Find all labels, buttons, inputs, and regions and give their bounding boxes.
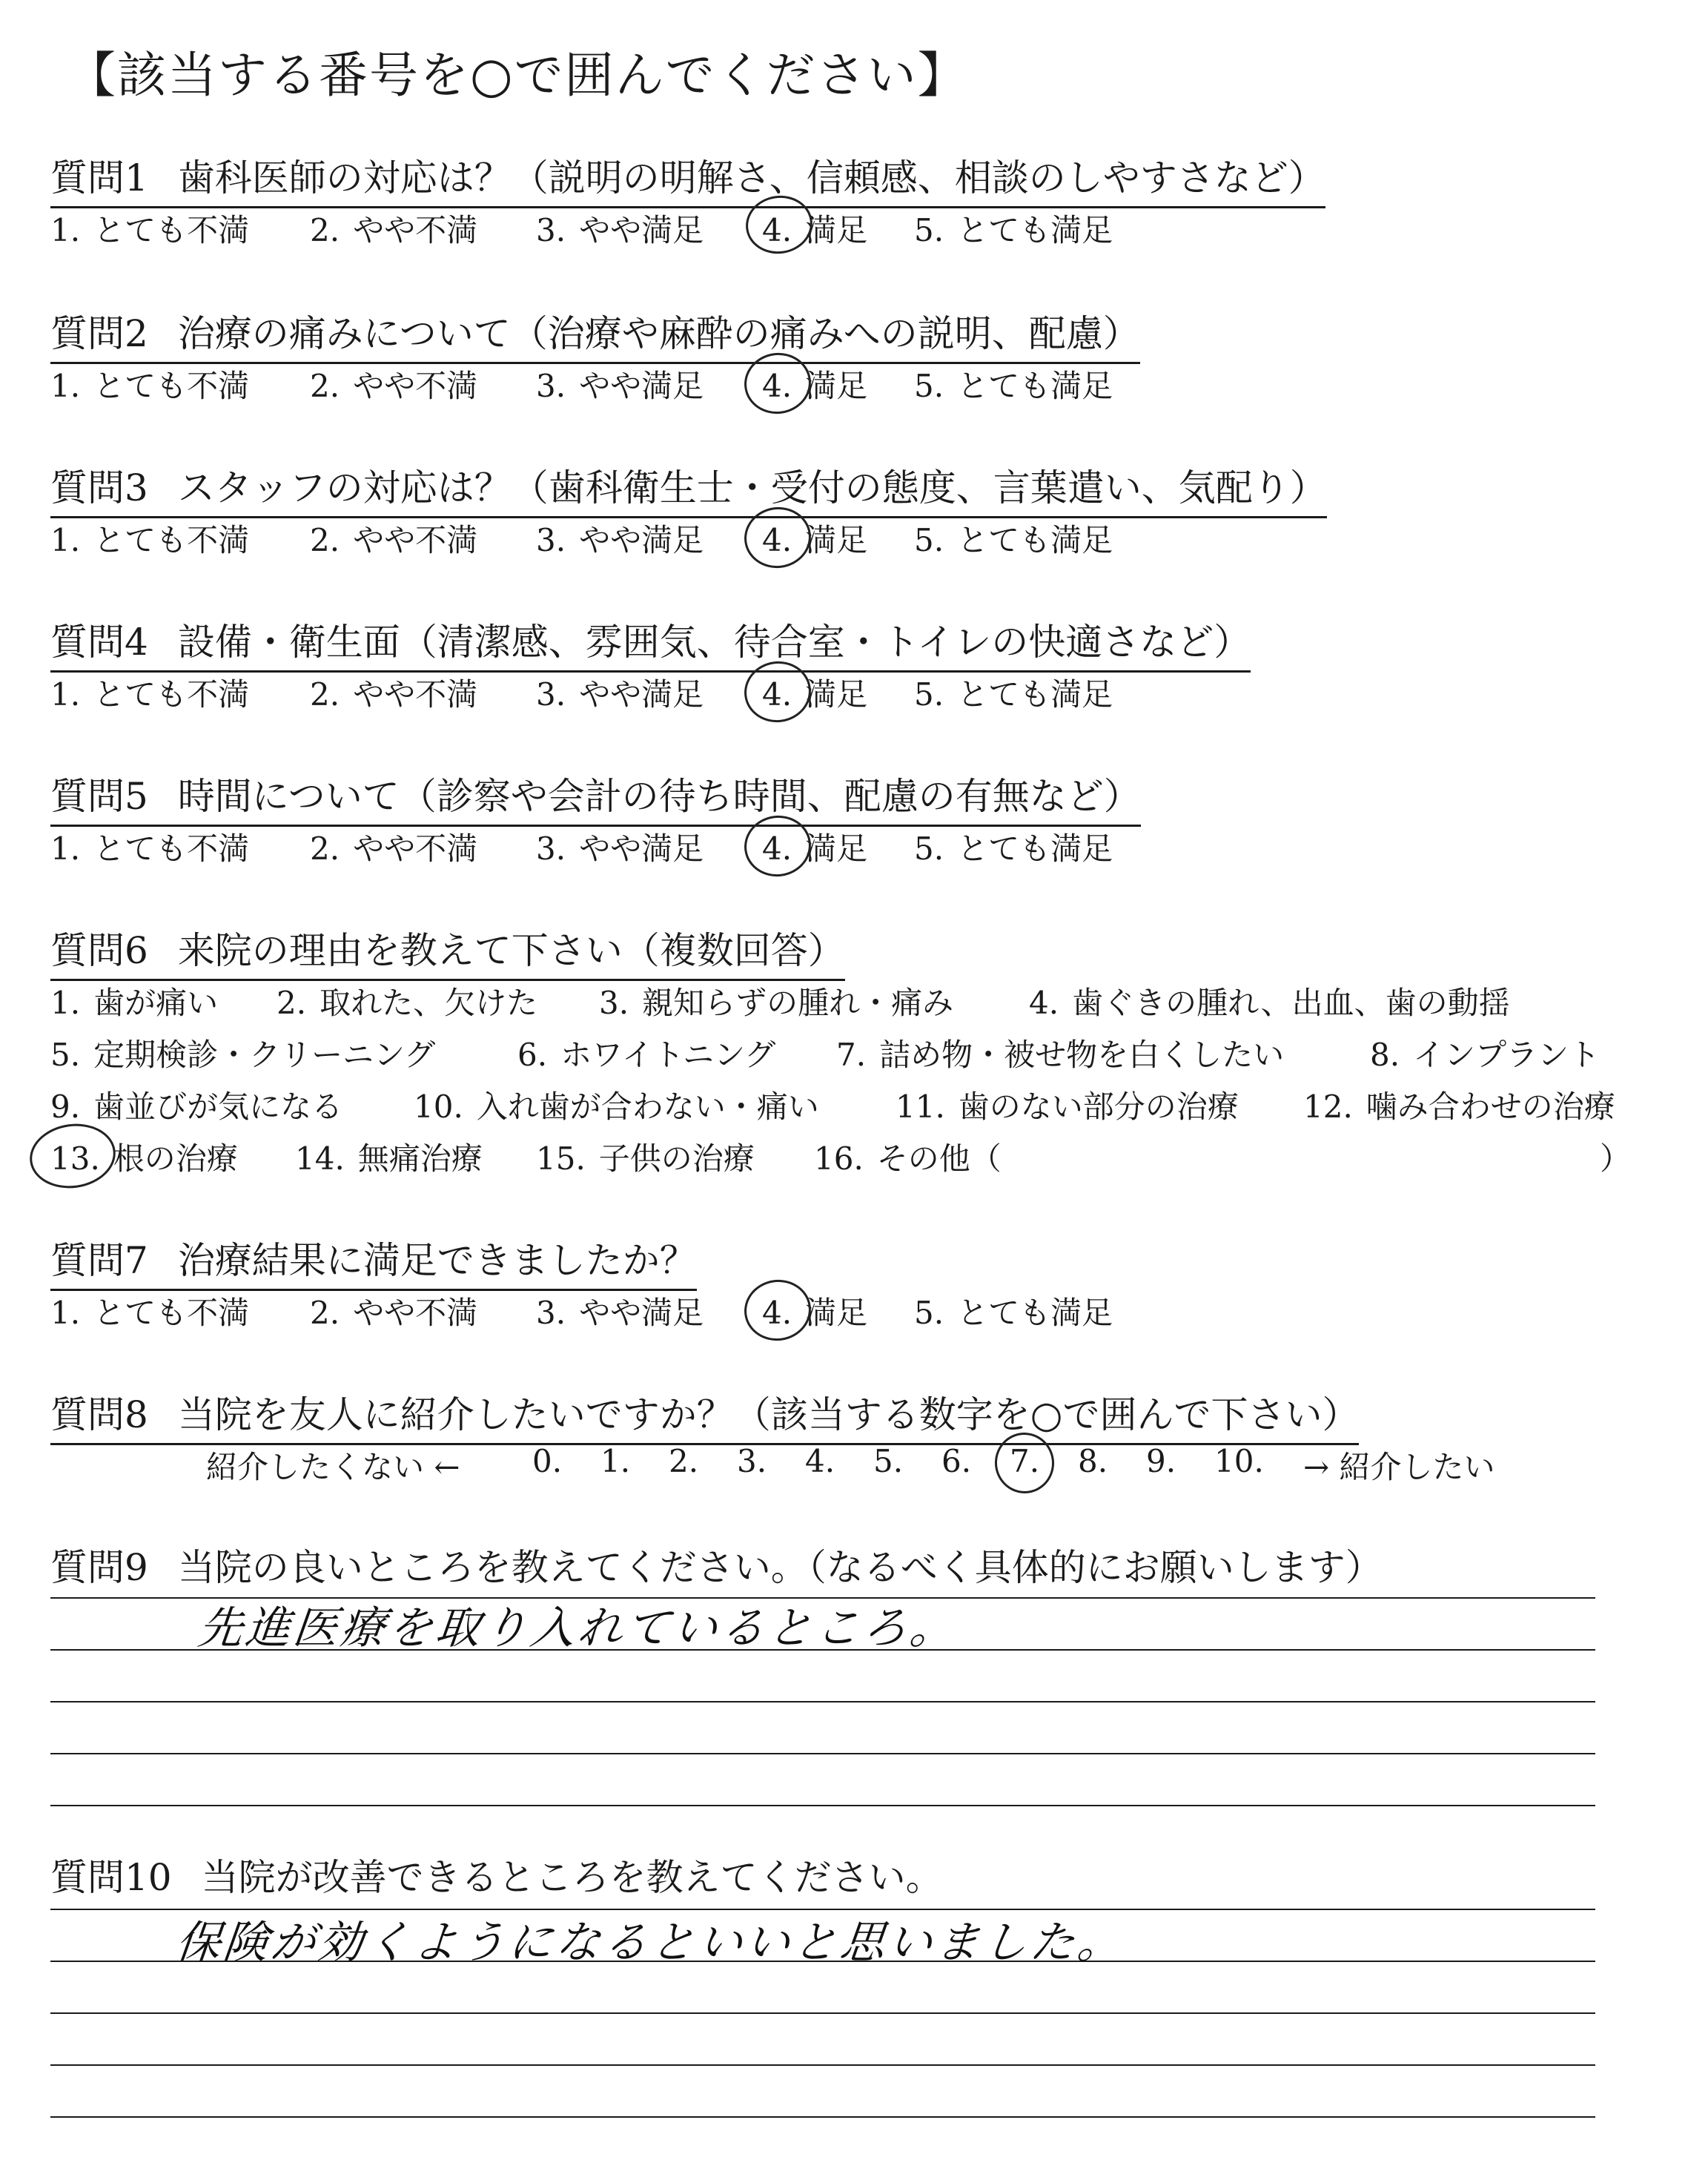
question-9-handwritten-answer: 先進医療を取り入れているところ。 — [195, 1602, 961, 1654]
q1-option-3[interactable]: 3. やや満足 — [536, 212, 704, 248]
q8-value-9[interactable]: 9. — [1146, 1443, 1176, 1479]
question-3-text: スタッフの対応は？（歯科衛生士・受付の態度、言葉遣い、気配り） — [177, 466, 1327, 509]
q7-option-4[interactable]: 4. 満足 — [762, 1295, 868, 1331]
q2-option-3[interactable]: 3. やや満足 — [536, 368, 704, 404]
q8-value-1[interactable]: 1. — [600, 1443, 631, 1479]
q7-option-3[interactable]: 3. やや満足 — [536, 1295, 704, 1331]
q8-value-5[interactable]: 5. — [873, 1443, 904, 1479]
question-1-title — [50, 148, 1325, 208]
question-6-title — [50, 921, 845, 981]
q6-option-13[interactable]: 13. 根の治療 — [50, 1140, 238, 1177]
question-2-text: 治療の痛みについて（治療や麻酔の痛みへの説明、配慮） — [177, 312, 1140, 355]
q2-option-2[interactable]: 2. やや不満 — [310, 368, 478, 404]
question-7-text: 治療結果に満足できましたか？ — [177, 1239, 697, 1282]
question-5-number: 質問5 — [50, 775, 148, 818]
question-5-text: 時間について（診察や会計の待ち時間、配慮の有無など） — [177, 775, 1141, 818]
question-10-number: 質問10 — [50, 1856, 172, 1899]
question-8-scale — [206, 1443, 1615, 1487]
q6-option-5[interactable]: 5. 定期検診・クリーニング — [50, 1037, 436, 1073]
question-3-title — [50, 458, 1327, 518]
q5-option-4[interactable]: 4. 満足 — [762, 830, 868, 867]
question-8-title — [50, 1385, 1359, 1445]
question-6-number: 質問6 — [50, 929, 148, 972]
question-8-text: 当院を友人に紹介したいですか？（該当する数字を○で囲んで下さい） — [177, 1393, 1360, 1436]
question-7-title — [50, 1231, 697, 1291]
question-1-text: 歯科医師の対応は？（説明の明解さ、信頼感、相談のしやすさなど） — [177, 156, 1325, 199]
q2-option-1[interactable]: 1. とても不満 — [50, 368, 250, 404]
q5-option-5[interactable]: 5. とても満足 — [914, 830, 1113, 867]
question-4-number: 質問4 — [50, 621, 148, 664]
q1-option-1[interactable]: 1. とても不満 — [50, 212, 250, 248]
question-10-title — [50, 1848, 943, 1906]
q6-selected-circle — [26, 1118, 120, 1193]
question-10-text: 当院が改善できるところを教えてください。 — [201, 1856, 943, 1899]
q7-option-5[interactable]: 5. とても満足 — [914, 1295, 1113, 1331]
q1-option-5[interactable]: 5. とても満足 — [914, 212, 1113, 248]
q6-option-9[interactable]: 9. 歯並びが気になる — [50, 1089, 343, 1125]
q6-option-3[interactable]: 3. 親知らずの腫れ・痛み — [599, 985, 954, 1021]
q8-value-10[interactable]: 10. — [1214, 1443, 1264, 1479]
answer-line — [50, 1753, 1595, 1754]
q6-option-14[interactable]: 14. 無痛治療 — [295, 1140, 483, 1177]
q6-other-close-paren: ） — [1600, 1140, 1632, 1177]
q8-value-6[interactable]: 6. — [941, 1443, 972, 1479]
q2-option-4[interactable]: 4. 満足 — [762, 368, 868, 404]
q3-option-5[interactable]: 5. とても満足 — [914, 522, 1113, 558]
q1-option-4[interactable]: 4. 満足 — [762, 212, 868, 248]
q4-option-1[interactable]: 1. とても不満 — [50, 676, 250, 713]
q8-value-7[interactable]: 7. — [1010, 1443, 1040, 1479]
question-2-number: 質問2 — [50, 312, 148, 355]
question-6-options-row-1 — [50, 979, 1652, 1023]
q8-right-label: → 紹介したい — [1303, 1449, 1495, 1485]
question-9-title — [50, 1538, 1383, 1596]
q8-value-3[interactable]: 3. — [737, 1443, 767, 1479]
q3-option-3[interactable]: 3. やや満足 — [536, 522, 704, 558]
question-6-options-row-2 — [50, 1031, 1652, 1075]
q6-option-10[interactable]: 10. 入れ歯が合わない・痛い — [414, 1089, 819, 1125]
q5-option-3[interactable]: 3. やや満足 — [536, 830, 704, 867]
q7-selected-circle — [741, 1275, 815, 1345]
question-5-title — [50, 767, 1141, 827]
q6-option-4[interactable]: 4. 歯ぐきの腫れ、出血、歯の動揺 — [1029, 985, 1510, 1021]
q3-option-2[interactable]: 2. やや不満 — [310, 522, 478, 558]
q5-option-1[interactable]: 1. とても不満 — [50, 830, 250, 867]
q4-option-2[interactable]: 2. やや不満 — [310, 676, 478, 713]
q6-option-1[interactable]: 1. 歯が痛い — [50, 985, 219, 1021]
survey-heading: 【該当する番号を○で囲んでください】 — [67, 47, 968, 104]
q6-option-11[interactable]: 11. 歯のない部分の治療 — [896, 1089, 1239, 1125]
question-1-options — [50, 206, 1592, 251]
question-2-options — [50, 362, 1592, 406]
answer-line — [50, 2064, 1595, 2066]
question-3-number: 質問3 — [50, 466, 148, 509]
question-6-options-row-4 — [50, 1135, 1652, 1179]
q6-option-7[interactable]: 7. 詰め物・被せ物を白くしたい — [836, 1037, 1285, 1073]
q6-option-16[interactable]: 16. その他（ — [814, 1140, 1002, 1177]
question-9-number: 質問9 — [50, 1546, 148, 1589]
q8-value-2[interactable]: 2. — [669, 1443, 699, 1479]
question-9-answer-area[interactable] — [50, 1594, 1595, 1817]
question-2-title — [50, 304, 1140, 364]
q7-option-1[interactable]: 1. とても不満 — [50, 1295, 250, 1331]
q3-option-4[interactable]: 4. 満足 — [762, 522, 868, 558]
q6-option-2[interactable]: 2. 取れた、欠けた — [277, 985, 538, 1021]
question-7-number: 質問7 — [50, 1239, 148, 1282]
q7-option-2[interactable]: 2. やや不満 — [310, 1295, 478, 1331]
question-6-options-row-3 — [50, 1083, 1652, 1127]
question-10-answer-area[interactable] — [50, 1906, 1595, 2128]
question-5-options — [50, 825, 1592, 869]
q6-option-15[interactable]: 15. 子供の治療 — [536, 1140, 755, 1177]
question-6-text: 来院の理由を教えて下さい（複数回答） — [177, 929, 845, 972]
question-4-title — [50, 612, 1251, 673]
q3-option-1[interactable]: 1. とても不満 — [50, 522, 250, 558]
q4-option-4[interactable]: 4. 満足 — [762, 676, 868, 713]
q8-left-label: 紹介したくない ← — [206, 1449, 460, 1485]
question-7-options — [50, 1289, 1592, 1333]
q4-option-5[interactable]: 5. とても満足 — [914, 676, 1113, 713]
q6-option-12[interactable]: 12. 噛み合わせの治療 — [1303, 1089, 1615, 1125]
q6-option-6[interactable]: 6. ホワイトニング — [517, 1037, 776, 1073]
q4-option-3[interactable]: 3. やや満足 — [536, 676, 704, 713]
question-4-options — [50, 670, 1592, 715]
answer-line — [50, 1701, 1595, 1702]
question-10-handwritten-answer: 保険が効くようになるといいと思いました。 — [173, 1917, 1128, 1969]
q8-value-4[interactable]: 4. — [805, 1443, 835, 1479]
q1-option-2[interactable]: 2. やや不満 — [310, 212, 478, 248]
question-1-number: 質問1 — [50, 156, 148, 199]
question-9-text: 当院の良いところを教えてください。（なるべく具体的にお願いします） — [177, 1546, 1383, 1589]
q6-option-8[interactable]: 8. インプラント — [1370, 1037, 1601, 1073]
question-8-number: 質問8 — [50, 1393, 148, 1436]
answer-line — [50, 2012, 1595, 2014]
question-4-text: 設備・衛生面（清潔感、雰囲気、待合室・トイレの快適さなど） — [177, 621, 1251, 664]
q2-option-5[interactable]: 5. とても満足 — [914, 368, 1113, 404]
q5-option-2[interactable]: 2. やや不満 — [310, 830, 478, 867]
answer-line — [50, 1805, 1595, 1806]
answer-line — [50, 2116, 1595, 2118]
q8-value-8[interactable]: 8. — [1078, 1443, 1108, 1479]
question-3-options — [50, 516, 1592, 561]
q8-value-0[interactable]: 0. — [532, 1443, 563, 1479]
